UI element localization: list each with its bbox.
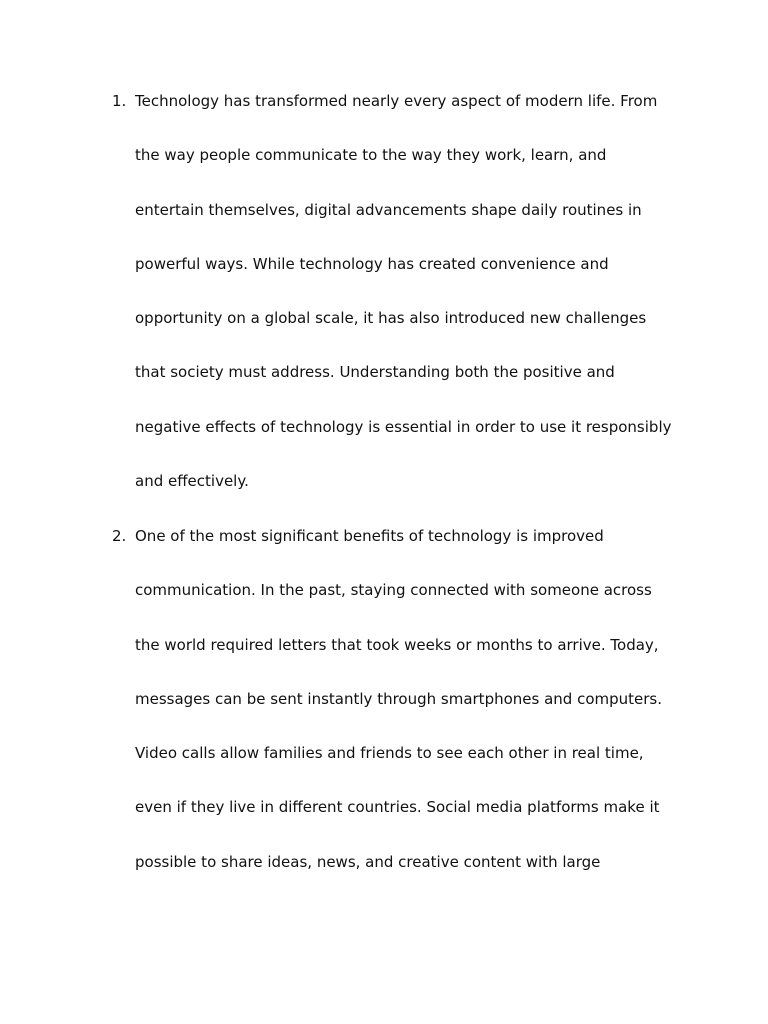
text-line: One of the most significant benefits of technology is improved — [135, 527, 604, 545]
text-line: and effectively. — [135, 472, 249, 491]
text-line: Video calls allow families and friends to see each other in real time, — [135, 744, 644, 763]
text-line: powerful ways. While technology has created convenience and — [135, 254, 609, 273]
text-line: opportunity on a global scale, it has also introduced new challenges — [135, 309, 647, 328]
text-line: messages can be sent instantly through smartphones and computers. — [135, 689, 662, 708]
list-number: 1. — [112, 92, 127, 110]
text-line: entertain themselves, digital advancements shape daily routines in — [135, 200, 642, 219]
text-line: communication. In the past, staying connected with someone across — [135, 581, 652, 600]
paragraph — [135, 91, 695, 525]
text-line: Technology has transformed nearly every aspect of modern life. From — [135, 92, 658, 110]
text-line: that society must address. Understanding both the positive and — [135, 363, 615, 382]
text-line: the way people communicate to the way they work, learn, and — [135, 146, 607, 165]
list-number: 2. — [112, 527, 127, 545]
text-line: even if they live in different countries. Social media platforms make it — [135, 798, 660, 817]
text-line: possible to share ideas, news, and creative content with large — [135, 852, 601, 871]
text-line: negative effects of technology is essential in order to use it responsibly — [135, 417, 672, 436]
text-line: the world required letters that took weeks or months to arrive. Today, — [135, 635, 659, 654]
paragraph — [135, 526, 695, 906]
